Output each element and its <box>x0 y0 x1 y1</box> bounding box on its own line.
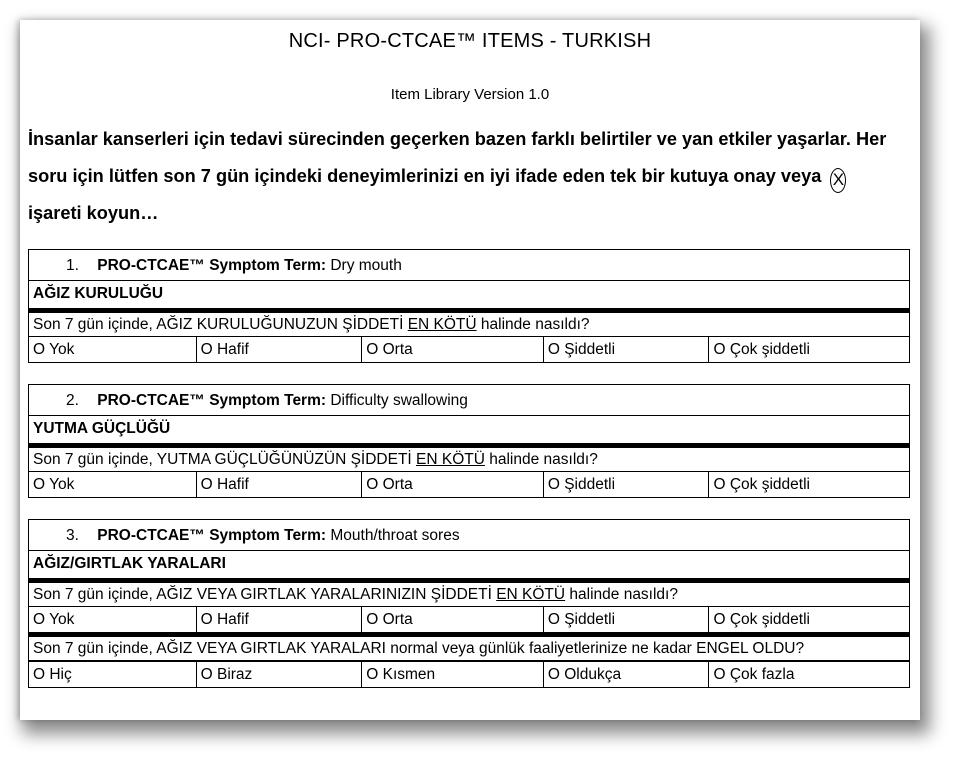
answer-option[interactable]: O Oldukça <box>543 662 709 687</box>
question-emphasis: EN KÖTÜ <box>496 586 566 603</box>
symptom-term-label: PRO-CTCAE™ Symptom Term: <box>97 392 327 409</box>
x-mark-icon: X <box>830 168 846 193</box>
turkish-term: AĞIZ KURULUĞU <box>29 281 909 313</box>
item-dry-mouth <box>28 249 910 363</box>
answer-option[interactable]: O Yok <box>33 476 75 493</box>
answer-options <box>29 607 909 632</box>
answer-option[interactable]: O Çok şiddetli <box>708 472 909 497</box>
document-title: NCI- PRO-CTCAE™ ITEMS - TURKISH <box>288 30 652 52</box>
answer-options <box>29 337 909 362</box>
instructions <box>28 121 908 232</box>
answer-option[interactable]: O Orta <box>361 472 543 497</box>
answer-option[interactable]: O Şiddetli <box>543 337 709 362</box>
item-difficulty-swallowing <box>28 384 910 498</box>
question-text-part: Son 7 gün içinde, AĞIZ KURULUĞUNUZUN ŞİDDETİ <box>33 316 408 333</box>
question-text-part: Son 7 gün içinde, AĞIZ VEYA GIRTLAK YARALARINIZIN ŞİDDETİ <box>33 586 497 603</box>
answer-option[interactable]: O Şiddetli <box>543 472 709 497</box>
answer-option[interactable]: O Orta <box>361 607 543 632</box>
question-text <box>29 583 909 607</box>
answer-option[interactable]: O Yok <box>33 341 75 358</box>
question-text-part: halinde nasıldı? <box>476 316 590 333</box>
answer-option[interactable]: O Biraz <box>196 662 362 687</box>
answer-options <box>29 472 909 497</box>
symptom-term-value: Difficulty swallowing <box>330 392 468 409</box>
question-text <box>29 448 909 472</box>
symptom-term-label: PRO-CTCAE™ Symptom Term: <box>97 527 327 544</box>
question-text <box>29 637 909 661</box>
item-mouth-throat-sores <box>28 519 910 688</box>
question-emphasis: EN KÖTÜ <box>407 316 477 333</box>
answer-option[interactable]: O Hafif <box>196 607 362 632</box>
question-text <box>29 313 909 337</box>
answer-option[interactable]: O Orta <box>361 337 543 362</box>
symptom-term-label: PRO-CTCAE™ Symptom Term: <box>97 257 327 274</box>
symptom-term-value: Dry mouth <box>330 257 402 274</box>
answer-option[interactable]: O Yok <box>33 611 75 628</box>
answer-option[interactable]: O Hafif <box>196 472 362 497</box>
turkish-term: AĞIZ/GIRTLAK YARALARI <box>29 551 909 583</box>
item-header <box>29 250 909 281</box>
item-number: 2. <box>66 392 79 409</box>
document-version: Item Library Version 1.0 <box>390 86 550 103</box>
answer-option[interactable]: O Şiddetli <box>543 607 709 632</box>
answer-option[interactable]: O Çok şiddetli <box>708 337 909 362</box>
answer-options <box>29 661 909 687</box>
item-number: 1. <box>66 257 79 274</box>
turkish-term: YUTMA GÜÇLÜĞÜ <box>29 416 909 448</box>
answer-option[interactable]: O Çok şiddetli <box>708 607 909 632</box>
item-header <box>29 385 909 416</box>
answer-option[interactable]: O Hiç <box>33 666 72 683</box>
question-text-part: Son 7 gün içinde, YUTMA GÜÇLÜĞÜNÜZÜN ŞİDDETİ <box>33 451 417 468</box>
question-text-part: halinde nasıldı? <box>565 586 678 603</box>
question-text-part: Son 7 gün içinde, AĞIZ VEYA GIRTLAK YARALARI normal veya günlük faaliyetlerinize ne kadar ENGEL OLDU? <box>33 640 805 657</box>
answer-option[interactable]: O Kısmen <box>361 662 543 687</box>
answer-option[interactable]: O Hafif <box>196 337 362 362</box>
item-header <box>29 520 909 551</box>
item-number: 3. <box>66 527 79 544</box>
question-text-part: halinde nasıldı? <box>484 451 598 468</box>
instructions-text: İnsanlar kanserleri için tedavi sürecinden geçerken bazen farklı belirtiler ve yan etkiler yaşarlar. Her soru için lütfen son 7 gün içindeki deneyimlerinizi en iyi ifade eden tek bir kutuya onay veya <box>28 129 887 186</box>
document-page <box>20 20 920 720</box>
symptom-term-value: Mouth/throat sores <box>330 527 460 544</box>
answer-option[interactable]: O Çok fazla <box>708 662 909 687</box>
instructions-text-end: işareti koyun… <box>28 203 159 223</box>
question-emphasis: EN KÖTÜ <box>416 451 485 468</box>
